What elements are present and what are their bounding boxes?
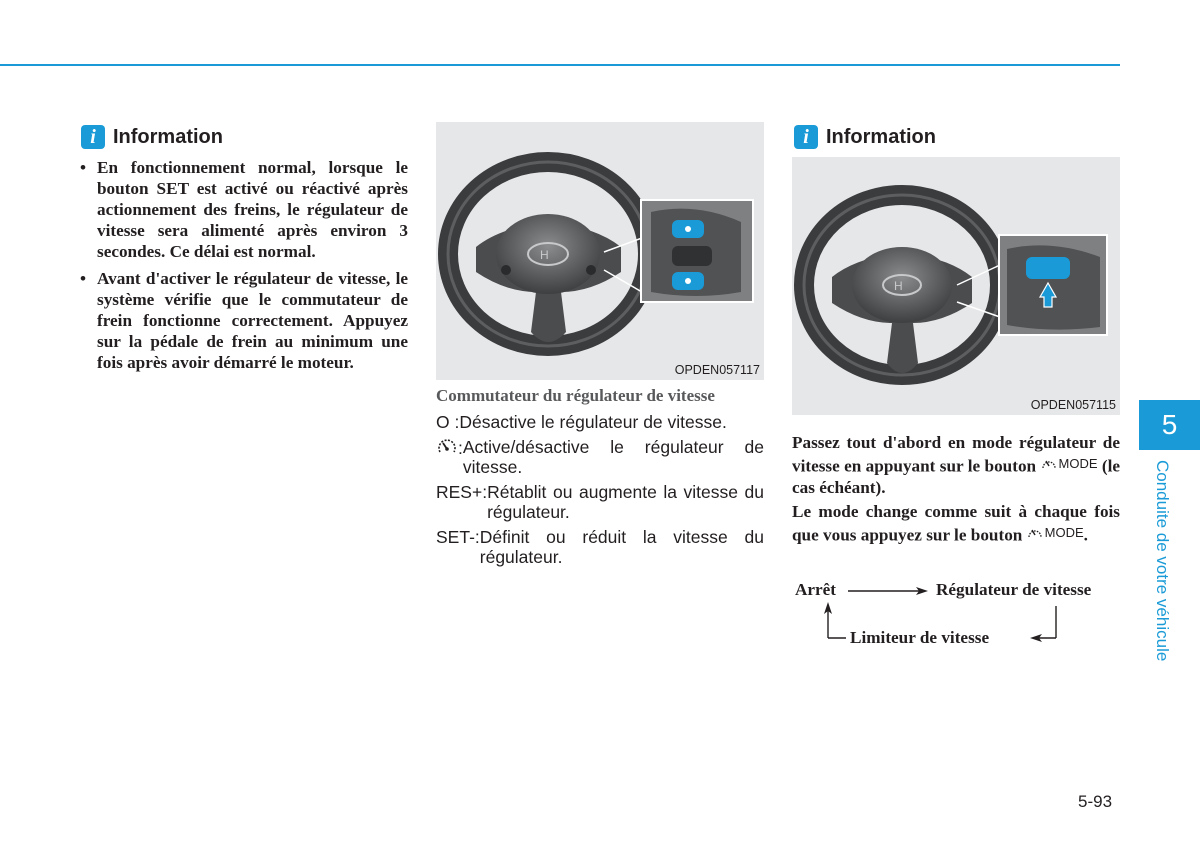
mode-paragraph-1: Passez tout d'abord en mode régulateur de vitesse en appuyant sur le bouton MODE (le cas échéant). bbox=[792, 433, 1121, 497]
definition-row bbox=[436, 437, 764, 477]
cruise-control-icon bbox=[1041, 457, 1057, 471]
figure-caption: Commutateur du régulateur de vitesse bbox=[436, 386, 715, 405]
definition-row bbox=[436, 527, 764, 567]
svg-text:H: H bbox=[894, 279, 903, 293]
flow-off: Arrêt bbox=[795, 580, 837, 599]
page-number: 5-93 bbox=[1078, 792, 1113, 811]
info-heading-right bbox=[794, 125, 936, 149]
bullet-item: • Avant d'activer le régulateur de vitesse, le système vérifie que le commutateur de frein fonctionne correctement. Appuyez sur la pédale de frein au minimum une fois après avoir démarré le moteur. bbox=[80, 268, 408, 373]
definition-term: SET-: bbox=[436, 527, 480, 547]
definition-desc: Active/désactive le régulateur de vitesse. bbox=[462, 437, 764, 477]
steering-wheel-illustration bbox=[436, 122, 764, 380]
mode-flow-arrows bbox=[780, 580, 1080, 660]
steering-wheel-mode-figure bbox=[792, 157, 1120, 415]
info-icon: i bbox=[794, 125, 818, 149]
bullet-item: • En fonctionnement normal, lorsque le bouton SET est activé ou réactivé après actionnement des freins, le régulateur de vitesse sera alimenté après environ 3 secondes. Ce délai est normal. bbox=[80, 157, 408, 262]
mode-button-icon: MODE bbox=[1041, 453, 1098, 474]
svg-text:H: H bbox=[540, 248, 549, 262]
switch-definitions bbox=[436, 412, 764, 572]
definition-term: RES+: bbox=[436, 482, 488, 502]
flow-cruise: Régulateur de vitesse bbox=[936, 580, 1092, 599]
cruise-control-icon bbox=[1027, 526, 1043, 540]
steering-wheel-mode-illustration bbox=[792, 157, 1120, 415]
info-icon: i bbox=[81, 125, 105, 149]
info-title: Information bbox=[113, 125, 223, 148]
definition-term: : bbox=[436, 437, 463, 477]
info-bullet-list bbox=[80, 157, 408, 379]
chapter-number-tab: 5 bbox=[1139, 400, 1200, 450]
info-title: Information bbox=[826, 125, 936, 148]
steering-wheel-figure bbox=[436, 122, 764, 380]
flow-limiter: Limiteur de vitesse bbox=[850, 628, 990, 647]
figure-code: OPDEN057117 bbox=[674, 363, 760, 377]
definition-term: O : bbox=[436, 412, 460, 432]
chapter-title: Conduite de votre véhicule bbox=[1153, 460, 1172, 662]
definition-row bbox=[436, 482, 764, 522]
definition-desc: Rétablit ou augmente la vitesse du régulateur. bbox=[487, 482, 764, 522]
header-rule bbox=[0, 64, 1120, 66]
mode-paragraph-2: Le mode change comme suit à chaque fois que vous appuyez sur le bouton MODE . bbox=[792, 502, 1120, 545]
definition-desc: Définit ou réduit la vitesse du régulateur. bbox=[479, 527, 764, 567]
definition-desc: Désactive le régulateur de vitesse. bbox=[459, 412, 727, 432]
figure-code: OPDEN057115 bbox=[1030, 398, 1116, 412]
cruise-control-icon bbox=[436, 437, 458, 457]
info-heading-left bbox=[81, 125, 223, 149]
definition-row bbox=[436, 412, 764, 432]
mode-button-icon: MODE bbox=[1027, 522, 1084, 543]
